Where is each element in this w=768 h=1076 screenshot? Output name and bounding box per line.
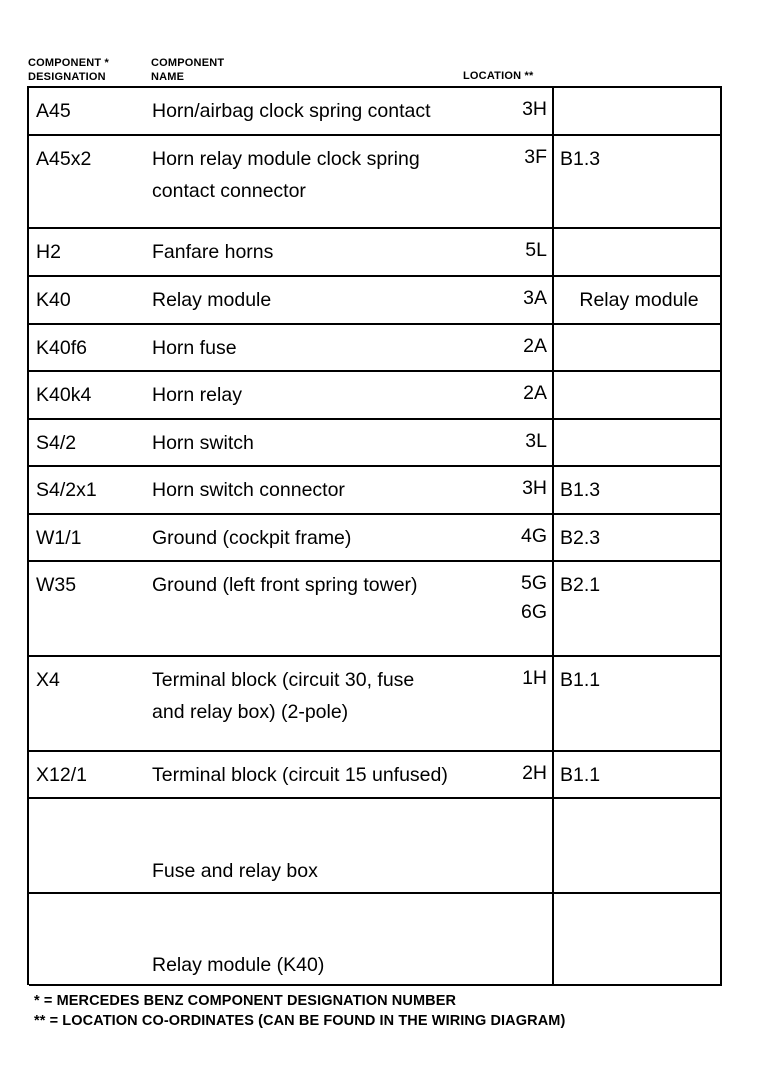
- location-cell: 2H: [522, 762, 547, 784]
- column-header-name: [151, 56, 271, 84]
- designation-cell: X12/1: [36, 764, 87, 786]
- footnote-designation: * = MERCEDES BENZ COMPONENT DESIGNATION NUMBER: [34, 993, 457, 1009]
- location-cell: [487, 569, 547, 627]
- reference-cell: B2.3: [560, 527, 601, 549]
- name-cell: Ground (cockpit frame): [152, 527, 352, 549]
- table-row: [29, 229, 722, 277]
- table-row: [29, 562, 722, 657]
- name-line2: contact connector: [152, 180, 306, 202]
- table-row: [29, 136, 722, 229]
- designation-cell: X4: [36, 669, 60, 691]
- location-cell: 3A: [523, 287, 547, 309]
- table-row: [29, 325, 722, 372]
- name-cell: Relay module: [152, 289, 272, 311]
- reference-cell: B2.1: [560, 574, 601, 596]
- table-row: [29, 752, 722, 799]
- name-cell: Horn switch: [152, 432, 254, 454]
- name-line2: and relay box) (2-pole): [152, 701, 349, 723]
- reference-cell: B1.1: [560, 764, 601, 786]
- designation-cell: S4/2x1: [36, 479, 97, 501]
- name-cell: Fuse and relay box: [152, 860, 318, 882]
- location-cell: 3H: [522, 98, 547, 120]
- name-cell: Horn relay: [152, 384, 242, 406]
- header-name-line2: NAME: [151, 71, 185, 83]
- location-cell: 3L: [525, 430, 547, 452]
- name-cell: Horn fuse: [152, 337, 237, 359]
- name-cell: [152, 143, 522, 207]
- header-name-line1: COMPONENT: [151, 57, 225, 69]
- table-row: [29, 372, 722, 420]
- name-cell: Ground (left front spring tower): [152, 574, 418, 596]
- table-row: [29, 657, 722, 752]
- footnote-location: ** = LOCATION CO-ORDINATES (CAN BE FOUND IN THE WIRING DIAGRAM): [34, 1013, 566, 1029]
- name-cell: Horn switch connector: [152, 479, 345, 501]
- designation-cell: K40: [36, 289, 71, 311]
- table-row: [29, 277, 722, 325]
- location-line2: 6G: [520, 601, 547, 623]
- designation-cell: W1/1: [36, 527, 82, 549]
- name-cell: Relay module (K40): [152, 954, 325, 976]
- reference-cell: Relay module: [579, 289, 699, 311]
- table-row: [29, 799, 722, 894]
- table-row: [29, 515, 722, 562]
- table-row: [29, 88, 722, 136]
- name-line1: Terminal block (circuit 30, fuse: [152, 669, 415, 691]
- reference-cell: B1.1: [560, 669, 601, 691]
- column-header-location: LOCATION **: [463, 70, 534, 82]
- designation-cell: H2: [36, 241, 61, 263]
- name-cell: [152, 664, 522, 728]
- designation-cell: W35: [36, 574, 77, 596]
- name-cell: Horn/airbag clock spring contact: [152, 100, 431, 122]
- location-cell: 4G: [520, 525, 547, 547]
- header-designation-line2: DESIGNATION: [28, 71, 106, 83]
- designation-cell: A45x2: [36, 148, 92, 170]
- location-cell: 2A: [523, 335, 547, 357]
- location-cell: 3F: [524, 146, 547, 168]
- name-line1: Horn relay module clock spring: [152, 148, 420, 170]
- designation-cell: A45: [36, 100, 71, 122]
- reference-cell: B1.3: [560, 148, 601, 170]
- designation-cell: K40f6: [36, 337, 87, 359]
- location-cell: 2A: [523, 382, 547, 404]
- reference-cell: B1.3: [560, 479, 601, 501]
- table-row: [29, 420, 722, 467]
- location-cell: 3H: [522, 477, 547, 499]
- column-header-designation: [28, 56, 143, 84]
- component-table: [27, 86, 722, 985]
- name-cell: Fanfare horns: [152, 241, 274, 263]
- designation-cell: K40k4: [36, 384, 92, 406]
- location-line1: 5G: [520, 572, 547, 594]
- designation-cell: S4/2: [36, 432, 77, 454]
- name-cell: Terminal block (circuit 15 unfused): [152, 764, 448, 786]
- header-designation-line1: COMPONENT *: [28, 57, 110, 69]
- table-row: [29, 894, 722, 986]
- location-cell: 5L: [525, 239, 547, 261]
- table-row: [29, 467, 722, 515]
- location-cell: 1H: [522, 667, 547, 689]
